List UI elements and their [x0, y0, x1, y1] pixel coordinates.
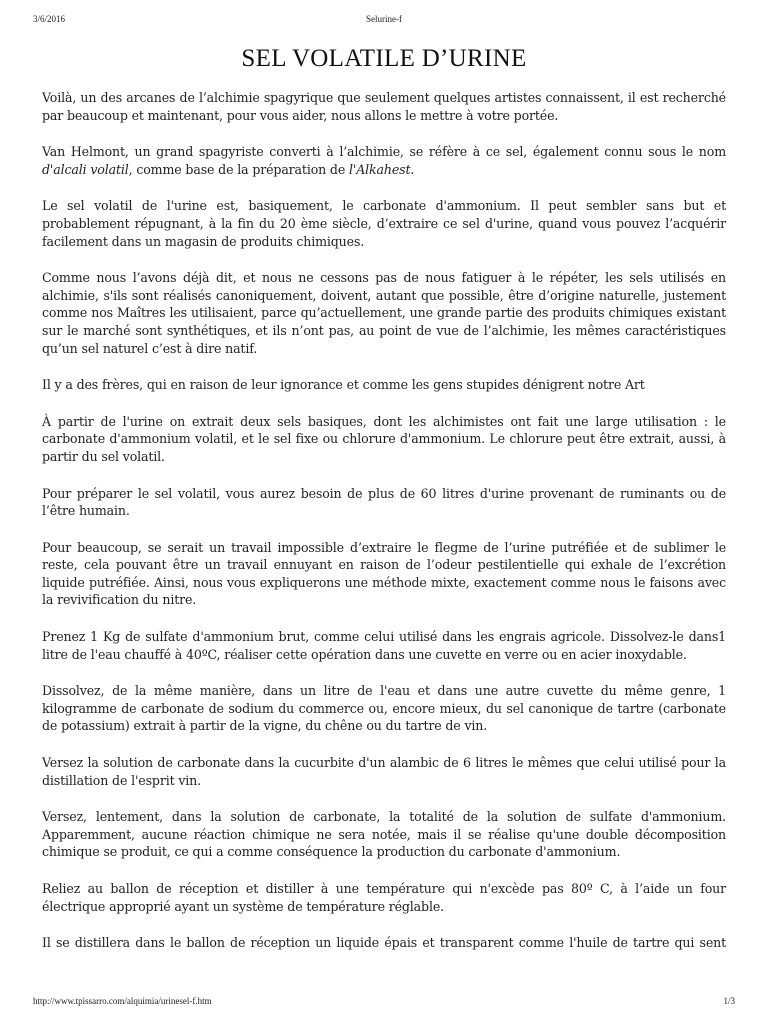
print-date: 3/6/2016	[33, 14, 66, 24]
paragraph-sulfate: Prenez 1 Kg de sulfate d'ammonium brut, comme celui utilisé dans les engrais agricole. Dissolvez-le dans1 litre de l'eau chauffé à 40ºC, réaliser cette opération dans une cuvette en verre ou en acier inoxydable.	[42, 629, 726, 662]
paragraph-preparer: Pour préparer le sel volatil, vous aurez besoin de plus de 60 litres d'urine provenant de ruminants ou de l’être humain.	[42, 485, 726, 519]
page-number: 1/3	[723, 996, 735, 1006]
paragraph-freres: Il y a des frères, qui en raison de leur ignorance et comme les gens stupides dénigrent notre Art	[42, 377, 645, 393]
paragraph-sels-naturels: Comme nous l’avons déjà dit, et nous ne cessons pas de nous fatiguer à le répéter, les sels utilisés en alchimie, s'ils sont réalisés canoniquement, doivent, autant que possible, être d’origine naturelle, justement comme nos Maîtres les utilisaient, parce qu’actuellement, une grande partie des produits chimiques existant sur le marché sont synthétiques, et ils n’ont pas, au point de vue de l’alchimie, les mêmes caractéristiques qu’un sel naturel c’est à dire natif.	[42, 270, 726, 356]
paragraph-van-helmont	[42, 143, 726, 178]
document-name: Selurine-f	[366, 14, 402, 24]
paragraph-distiller: Reliez au ballon de réception et distiller à une température qui n'excède pas 80º C, à l’aide un four électrique approprié ayant un système de température réglable.	[42, 881, 726, 914]
page-title: SEL VOLATILE D’URINE	[241, 45, 527, 72]
paragraph-alambic: Versez la solution de carbonate dans la cucurbite d'un alambic de 6 litres le mêmes que celui utilisé pour la distillation de l'esprit vin.	[42, 755, 726, 788]
paragraph-deux-sels: À partir de l'urine on extrait deux sels basiques, dont les alchimistes ont fait une large utilisation : le carbonate d'ammonium volatil, et le sel fixe ou chlorure d'ammonium. Le chlorure peut être extrait, aussi, à partir du sel volatil.	[42, 413, 726, 464]
paragraph-intro: Voilà, un des arcanes de l’alchimie spagyrique que seulement quelques artistes connaissent, il est recherché par beaucoup et maintenant, pour vous aider, nous allons le mettre à votre portée.	[42, 90, 726, 123]
paragraph-text: .	[410, 161, 415, 177]
italic-term-alkahest: l'Alkahest	[349, 161, 411, 177]
print-header	[33, 14, 735, 28]
italic-term-alcali: d'alcali volatil	[42, 161, 129, 177]
paragraph-carbonate: Dissolvez, de la même manière, dans un litre de l'eau et dans une autre cuvette du même genre, 1 kilogramme de carbonate de sodium du commerce ou, encore mieux, du sel canonique de tartre (carbonate de potassium) extrait à partir de la vigne, du chêne ou du tartre de vin.	[42, 683, 726, 734]
paragraph-liquide: Il se distillera dans le ballon de réception un liquide épais et transparent comme l'huile de tartre qui sent	[42, 935, 726, 951]
paragraph-text: Van Helmont, un grand spagyriste converti à l’alchimie, se réfère à ce sel, également connu sous le nom	[42, 144, 726, 160]
paragraph-sel-volatil: Le sel volatil de l'urine est, basiquement, le carbonate d'ammonium. Il peut sembler sans but et probablement répugnant, à la fin du 20 ème siècle, d’extraire ce sel d'urine, quand vous pouvez l’acquérir facilement dans un magasin de produits chimiques.	[42, 198, 726, 249]
paragraph-text: , comme base de la préparation de	[128, 161, 350, 177]
source-url: http://www.tpissarro.com/alquimia/urinesel-f.htm	[33, 996, 212, 1006]
print-footer	[33, 996, 735, 1010]
article-body	[42, 89, 726, 971]
paragraph-methode-mixte: Pour beaucoup, se serait un travail impossible d’extraire le flegme de l’urine putréfiée et de sublimer le reste, cela pouvant être un travail ennuyant en raison de l’odeur pestilentielle qui exhale de l’excrétion liquide putréfiée. Ainsi, nous vous expliquerons une méthode mixte, exactement comme nous le faisons avec la revivification du nitre.	[42, 539, 726, 608]
paragraph-decomposition: Versez, lentement, dans la solution de carbonate, la totalité de la solution de sulfate d'ammonium. Apparemment, aucune réaction chimique ne sera notée, mais il se réalise qu'une double décomposition chimique se produit, ce qui a comme conséquence la production du carbonate d'ammonium.	[42, 809, 726, 860]
